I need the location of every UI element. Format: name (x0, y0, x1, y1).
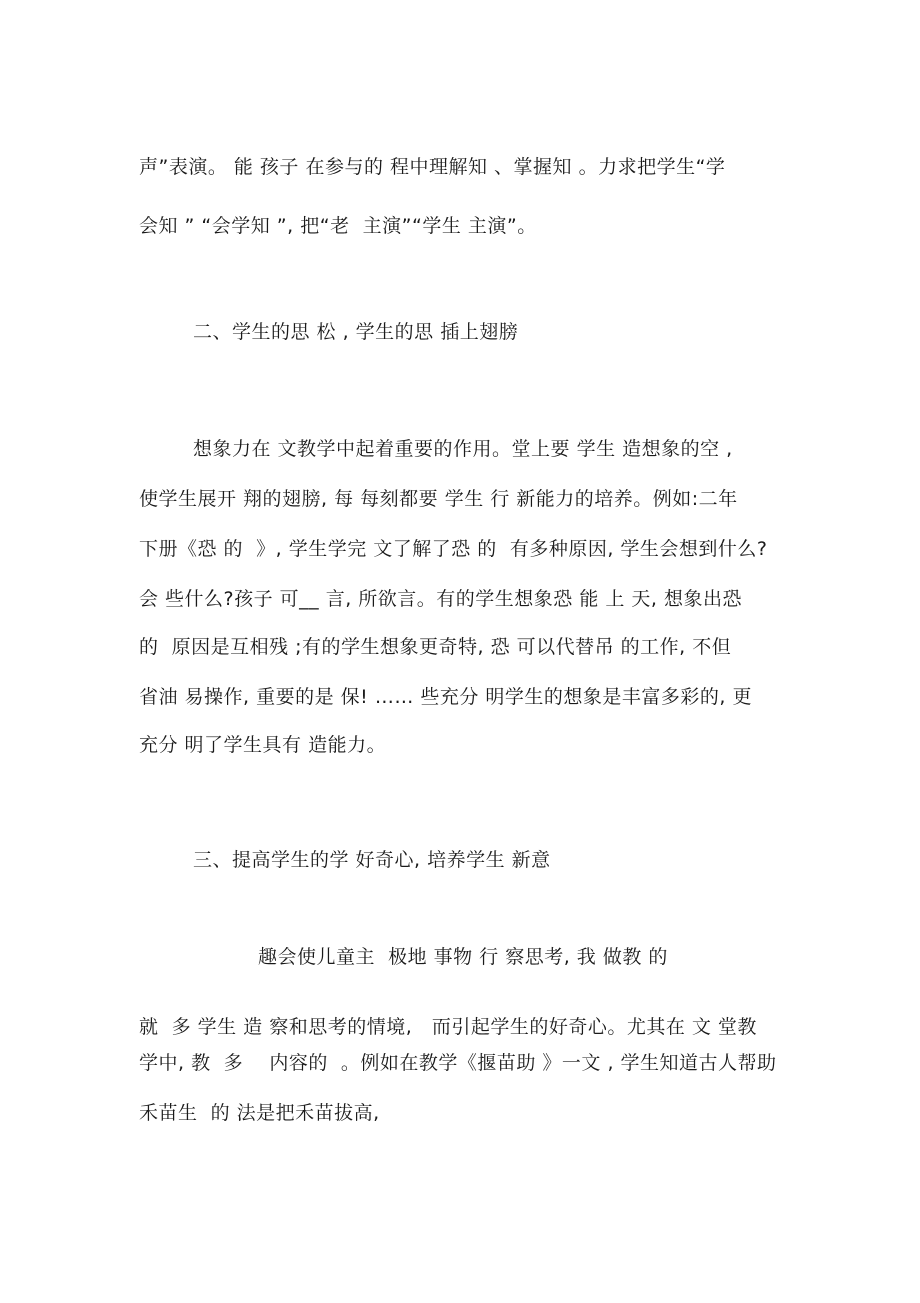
intro-line-1: 声”表演。 能 孩子 在参与的 程中理解知 、掌握知 。力求把学生“学 (139, 156, 726, 178)
section2-line-1: 想象力在 文教学中起着重要的作用。堂上要 学生 造想象的空 , (193, 438, 733, 460)
section3-line-1: 趣会使儿童主 极地 事物 行 察思考, 我 做教 的 (258, 946, 668, 968)
section3-line-4: 禾苗生 的 法是把禾苗拔高, (139, 1102, 380, 1124)
section2-line-2: 使学生展开 翔的翅膀, 每 每刻都要 学生 行 新能力的培养。例如:二年 (139, 488, 738, 510)
section2-line-3: 下册《恐 的 》, 学生学完 文了解了恐 的 有多种原因, 学生会想到什么? (139, 538, 768, 560)
section2-line-5: 的 原因是互相残 ;有的学生想象更奇特, 恐 可以代替吊 的工作, 不但 (139, 636, 732, 658)
section2-line-6: 省油 易操作, 重要的是 保! …… 些充分 明学生的想象是丰富多彩的, 更 (139, 686, 752, 708)
section3-heading: 三、提高学生的学 好奇心, 培养学生 新意 (193, 849, 551, 871)
section2-heading: 二、学生的思 松 , 学生的思 插上翅膀 (193, 321, 519, 343)
section2-line-4: 会 些什么?孩子 可__ 言, 所欲言。有的学生想象恐 能 上 天, 想象出恐 (139, 588, 742, 610)
section2-line-7: 充分 明了学生具有 造能力。 (139, 734, 387, 756)
section3-line-2: 就 多 学生 造 察和思考的情境, 而引起学生的好奇心。尤其在 文 堂教 (139, 1016, 757, 1038)
intro-line-2: 会知 ” “会学知 ”, 把“老 主演”“学生 主演”。 (139, 215, 537, 237)
section3-line-3: 学中, 教 多 内容的 。例如在教学《揠苗助 》一文 , 学生知道古人帮助 (139, 1052, 777, 1074)
